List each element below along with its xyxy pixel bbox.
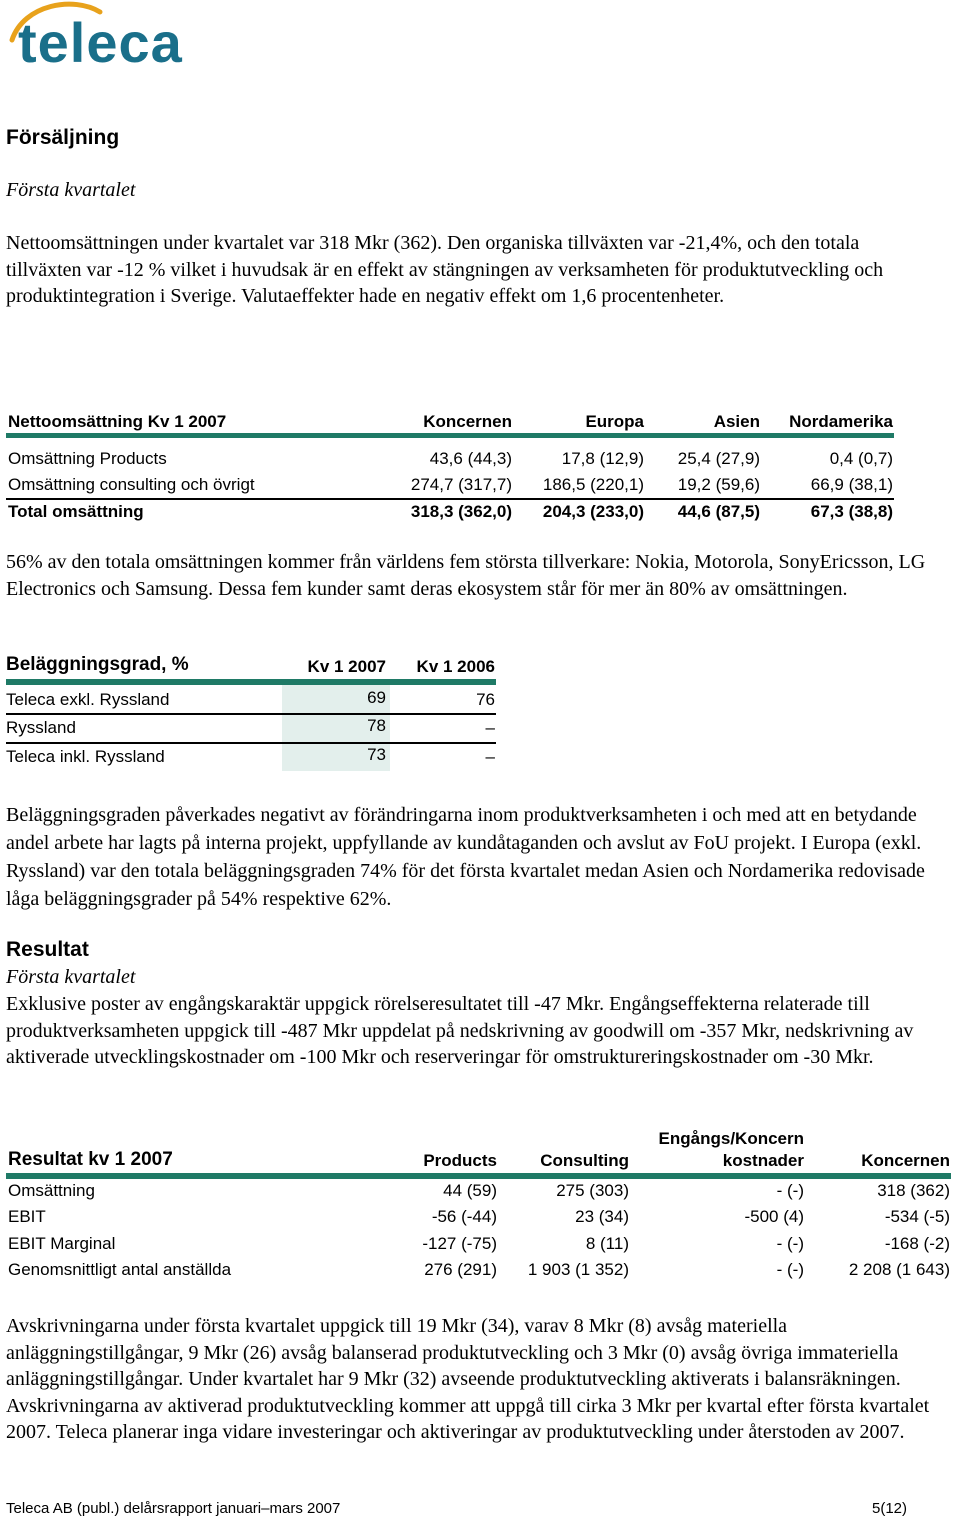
occupancy-header-rule: [6, 679, 496, 685]
occupancy-row-rule: [6, 742, 496, 744]
table-row: [6, 718, 496, 742]
cell-products: -56 (-44): [431, 1207, 497, 1226]
occupancy-table-header: [6, 654, 496, 680]
cell-asien: 19,2 (59,6): [677, 475, 760, 494]
occupancy-header-2007: Kv 1 2007: [307, 657, 386, 676]
occupancy-header-title: Beläggningsgrad, %: [6, 654, 189, 675]
cell-koncernen: -168 (-2): [884, 1234, 950, 1253]
cell-engangs: - (-): [776, 1181, 804, 1200]
subheading-forsta-kvartalet-2: Första kvartalet: [6, 966, 136, 988]
occupancy-paragraph: Beläggningsgraden påverkades negativt av förändringarna inom produktverksamheten i och med att en betydande andel arbete har lagts på interna projekt, uppfyllande av kundåtaganden och avslut av FoU projekt. I Europa (exkl. Ryssland) var den totala beläggningsgraden 74% för det första kvartalet medan Asien och Nordamerika redovisade låga beläggningsgrader på 54% respektive 62%.: [6, 804, 925, 910]
occupancy-header-2006: Kv 1 2006: [416, 657, 495, 676]
row-label: Ryssland: [6, 718, 76, 737]
sales-table: [6, 412, 894, 522]
cell-kv1-2007: 69: [367, 688, 386, 707]
cell-consulting: 23 (34): [575, 1207, 629, 1226]
result-paragraph: Exklusive poster av engångskaraktär uppgick rörelseresultatet till -47 Mkr. Engångseffekterna relaterade till produktverksamheten uppgick till -487 Mkr uppdelat på nedskrivning av goodwill om -357 Mkr, nedskrivning av aktiverade utvecklingskostnader om -100 Mkr och reserveringar för omstruktureringskostnader om -30 Mkr.: [6, 993, 914, 1068]
cell-kv1-2006: 76: [476, 690, 495, 709]
row-label: Teleca inkl. Ryssland: [6, 747, 165, 766]
cell-koncernen: 43,6 (44,3): [429, 449, 512, 468]
cell-kv1-2007: 73: [367, 745, 386, 764]
cell-consulting: 275 (303): [556, 1181, 629, 1200]
table-row: [6, 502, 894, 526]
cell-engangs: - (-): [776, 1260, 804, 1279]
cell-koncernen: 274,7 (317,7): [410, 475, 512, 494]
result-header-products: Products: [423, 1151, 497, 1170]
sales-total-rule: [6, 498, 894, 500]
result-table-header: [6, 1126, 951, 1174]
table-row: [6, 449, 894, 473]
logo-text: teleca: [18, 11, 183, 70]
occupancy-row-rule: [6, 713, 496, 715]
sales-header-koncernen: Koncernen: [423, 412, 512, 431]
sales-header-title: Nettoomsättning Kv 1 2007: [8, 412, 227, 431]
occupancy-table: [6, 654, 496, 774]
cell-koncernen: 318 (362): [877, 1181, 950, 1200]
cell-consulting: 8 (11): [585, 1234, 629, 1253]
row-label: EBIT: [8, 1207, 46, 1226]
cell-kv1-2006: –: [485, 747, 495, 766]
row-label: EBIT Marginal: [8, 1234, 116, 1253]
cell-europa: 17,8 (12,9): [561, 449, 644, 468]
cell-koncernen: -534 (-5): [884, 1207, 950, 1226]
cell-europa: 186,5 (220,1): [542, 475, 644, 494]
cell-products: 276 (291): [424, 1260, 497, 1279]
row-label: Omsättning: [8, 1181, 95, 1200]
cell-products: -127 (-75): [422, 1234, 497, 1253]
result-header-engangs: Engångs/Koncern: [658, 1129, 804, 1148]
row-label: Total omsättning: [8, 502, 144, 521]
cell-nordamerika: 66,9 (38,1): [810, 475, 893, 494]
footer-page-number: 5(12): [872, 1500, 908, 1517]
teleca-logo-graphic: [4, 0, 274, 70]
row-label: Genomsnittligt antal anställda: [8, 1260, 232, 1279]
result-header-rule: [6, 1173, 951, 1179]
customers-paragraph: 56% av den totala omsättningen kommer från världens fem största tillverkare: Nokia, Motorola, SonyEricsson, LG Electronics och Samsung. Dessa fem kunder samt deras ekosystem står för mer än 80% av omsättningen.: [6, 551, 926, 600]
cell-engangs: - (-): [776, 1234, 804, 1253]
cell-nordamerika: 0,4 (0,7): [829, 449, 893, 468]
table-row: [6, 690, 496, 714]
subheading-forsta-kvartalet: Första kvartalet: [6, 179, 136, 201]
sales-header-rule: [6, 433, 894, 438]
heading-forsaljning: Försäljning: [6, 126, 120, 149]
sales-header-asien: Asien: [713, 412, 760, 431]
result-table: [6, 1126, 951, 1286]
cell-kv1-2006: –: [485, 718, 495, 737]
heading-resultat: Resultat: [6, 938, 89, 961]
result-header-kostnader: kostnader: [722, 1151, 804, 1170]
sales-paragraph: Nettoomsättningen under kvartalet var 318 Mkr (362). Den organiska tillväxten var -21,4%, och den totala tillväxten var -12 % vilket i huvudsak är en effekt av stängningen av verksamheten för produktutveckling och produktintegration i Sverige. Valutaeffekter hade en negativ effekt om 1,6 procentenheter.: [6, 232, 884, 307]
table-row: [6, 475, 894, 499]
cell-koncernen: 318,3 (362,0): [410, 502, 512, 521]
teleca-logo: [4, 0, 274, 70]
sales-header-nordamerika: Nordamerika: [789, 412, 893, 431]
cell-products: 44 (59): [443, 1181, 497, 1200]
depreciation-paragraph: Avskrivningarna under första kvartalet uppgick till 19 Mkr (34), varav 8 Mkr (8) avsåg materiella anläggningstillgångar, 9 Mkr (26) avsåg balanserad produktutveckling och 3 Mkr (0) avsåg övriga immateriella anläggningstillgångar. Under kvartalet har 9 Mkr (32) avseende produktutveckling aktiverats i balansräkningen. Avskrivningarna av aktiverad produktutveckling kommer att uppgå till cirka 3 Mkr per kvartal efter första kvartalet 2007. Teleca planerar inga vidare investeringar och aktiveringar av produktutveckling under återstoden av 2007.: [6, 1315, 930, 1443]
result-header-koncernen: Koncernen: [861, 1151, 950, 1170]
table-row: [6, 1207, 951, 1231]
footer-left: Teleca AB (publ.) delårsrapport januari–mars 2007: [6, 1500, 341, 1517]
result-header-title: Resultat kv 1 2007: [8, 1149, 173, 1170]
row-label: Omsättning Products: [8, 449, 167, 468]
cell-engangs: -500 (4): [744, 1207, 804, 1226]
cell-nordamerika: 67,3 (38,8): [810, 502, 893, 521]
table-row: [6, 1234, 951, 1258]
row-label: Teleca exkl. Ryssland: [6, 690, 170, 709]
table-row: [6, 1260, 951, 1284]
cell-kv1-2007: 78: [367, 716, 386, 735]
table-row: [6, 747, 496, 771]
cell-koncernen: 2 208 (1 643): [848, 1260, 950, 1279]
table-row: [6, 1181, 951, 1205]
result-header-consulting: Consulting: [540, 1151, 629, 1170]
cell-asien: 25,4 (27,9): [677, 449, 760, 468]
cell-europa: 204,3 (233,0): [542, 502, 644, 521]
row-label: Omsättning consulting och övrigt: [8, 475, 255, 494]
cell-asien: 44,6 (87,5): [677, 502, 760, 521]
cell-consulting: 1 903 (1 352): [527, 1260, 629, 1279]
sales-header-europa: Europa: [585, 412, 644, 431]
